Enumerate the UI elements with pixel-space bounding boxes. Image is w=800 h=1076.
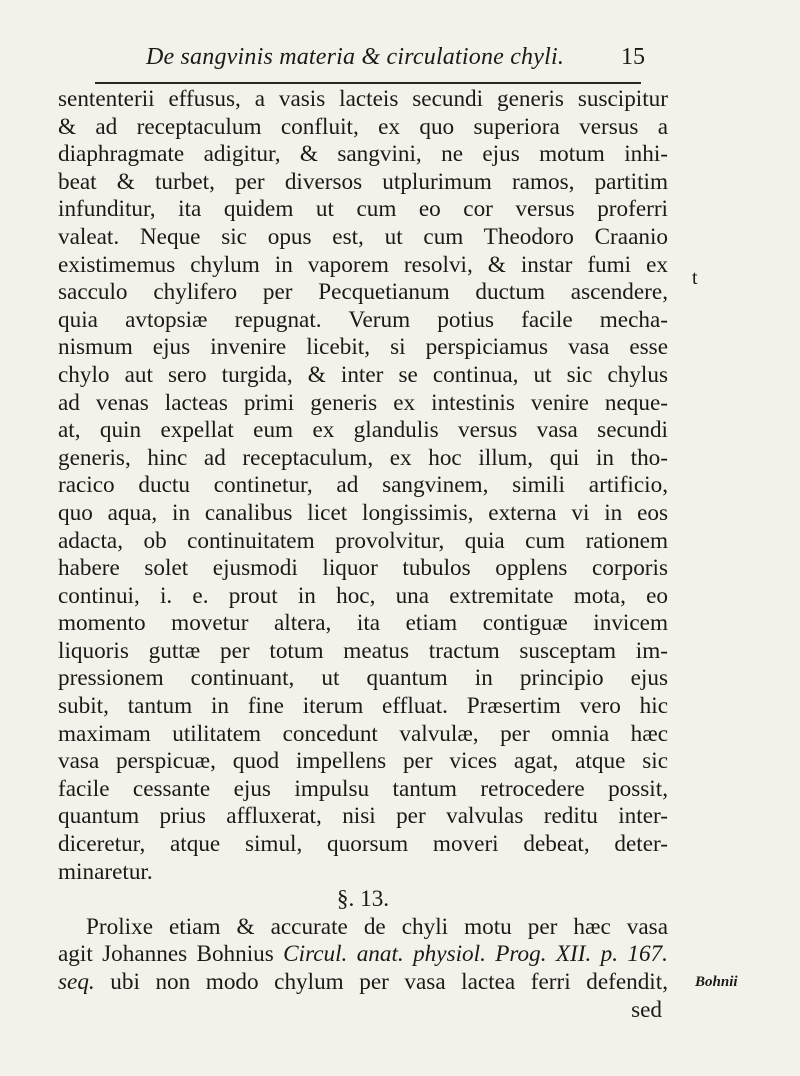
text-line: existimemus chylum in vaporem resolvi, & instar fumi ex	[58, 251, 668, 278]
body-text	[58, 86, 668, 1024]
text-line: momento movetur altera, ita etiam contiguæ invicem	[58, 610, 668, 637]
text-line: quantum prius affluxerat, nisi per valvulas reditu inter-	[58, 803, 668, 830]
text-line: continui, i. e. prout in hoc, una extremitate mota, eo	[58, 582, 668, 609]
text-line: chylo aut sero turgida, & inter se continua, ut sic chylus	[58, 361, 668, 388]
page-number: 15	[621, 44, 645, 70]
text-line: quo aqua, in canalibus licet longissimis, externa vi in eos	[58, 499, 668, 526]
text-line: at, quin expellat eum ex glandulis versus vasa secundi	[58, 417, 668, 444]
text-line	[58, 969, 668, 997]
margin-note-author: Bohnii	[695, 974, 738, 990]
text-line: sententerii effusus, a vasis lacteis secundi generis suscipitur	[58, 86, 668, 112]
text-line: infunditur, ita quidem ut cum eo cor versus proferri	[58, 196, 668, 223]
text-line: generis, hinc ad receptaculum, ex hoc illum, qui in tho-	[58, 444, 668, 471]
text-line: minaretur.	[58, 858, 153, 885]
text-span: agit Johannes Bohnius	[58, 941, 284, 968]
page-header	[95, 44, 655, 84]
text-line: Prolixe etiam & accurate de chyli motu per hæc vasa	[86, 913, 668, 940]
text-line	[58, 941, 668, 969]
text-line: adacta, ob continuitatem provolvitur, quia cum rationem	[58, 527, 668, 554]
citation: seq.	[58, 969, 95, 995]
text-line: & ad receptaculum confluit, ex quo superiora versus a	[58, 113, 668, 140]
text-line: diceretur, atque simul, quorsum moveri debeat, deter-	[58, 831, 668, 858]
text-line: quia avtopsiæ repugnat. Verum potius facile mecha-	[58, 306, 668, 333]
margin-note-number: t	[692, 267, 698, 289]
text-line: subit, tantum in fine iterum effluat. Præsertim vero hic	[58, 693, 668, 720]
text-span: ubi non modo chylum per vasa lactea ferri defendit,	[94, 969, 668, 995]
header-rule	[95, 82, 641, 84]
text-line: racico ductu continetur, ad sangvinem, simili artificio,	[58, 472, 668, 499]
text-line: nismum ejus invenire licebit, si perspiciamus vasa esse	[58, 334, 668, 361]
text-line: habere solet ejusmodi liquor tubulos opplens corporis	[58, 555, 668, 582]
text-line: ad venas lacteas primi generis ex intestinis venire neque-	[58, 389, 668, 416]
text-line: valeat. Neque sic opus est, ut cum Theodoro Craanio	[58, 223, 668, 250]
text-line: diaphragmate adigitur, & sangvini, ne ejus motum inhi-	[58, 141, 668, 168]
text-line: pressionem continuant, ut quantum in principio ejus	[58, 665, 668, 692]
citation: Circul. anat. physiol. Prog. XII. p. 167.	[283, 941, 668, 968]
text-line: facile cessante ejus impulsu tantum retrocedere possit,	[58, 775, 668, 802]
text-line: sacculo chylifero per Pecquetianum ductum ascendere,	[58, 279, 668, 306]
text-line: liquoris guttæ per totum meatus tractum susceptam im-	[58, 637, 668, 664]
running-head: De sangvinis materia & circulatione chyli.	[145, 44, 565, 70]
text-line: maximam utilitatem concedunt valvulæ, per omnia hæc	[58, 720, 668, 747]
text-line: vasa perspicuæ, quod impellens per vices agat, atque sic	[58, 748, 668, 775]
section-mark: §. 13.	[336, 886, 390, 913]
text-line: beat & turbet, per diversos utplurimum ramos, partitim	[58, 168, 668, 195]
catchword: sed	[631, 996, 662, 1023]
